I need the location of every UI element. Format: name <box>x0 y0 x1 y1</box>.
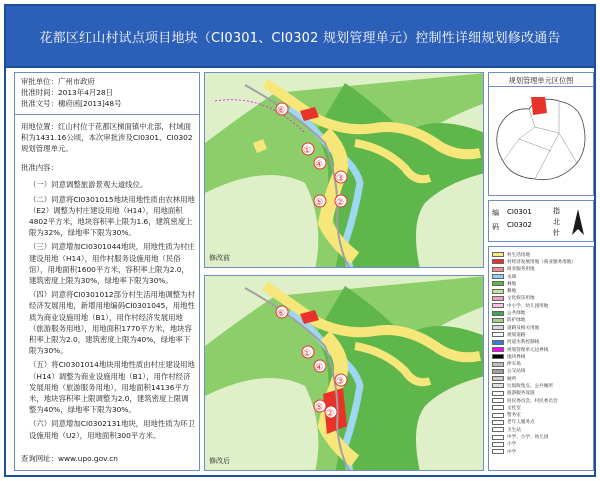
approval-info <box>15 73 199 115</box>
legend-item <box>492 448 590 455</box>
page-title: 花都区红山村试点项目地块（CI0301、CI0302 规划管理单元）控制性详细规划修改通告 <box>39 30 561 46</box>
legend-swatch <box>492 420 504 425</box>
legend-swatch <box>492 281 504 286</box>
marker-4[interactable]: ④ <box>315 363 324 373</box>
legend-swatch <box>492 354 504 359</box>
legend-swatch <box>492 405 504 410</box>
legend-label: 防护绿地 <box>507 318 526 324</box>
legend-label: 垃圾收集点、公共厕所 <box>507 383 553 389</box>
legend-item <box>492 353 590 360</box>
legend-item <box>492 360 590 367</box>
legend-label: 厕所 <box>507 376 517 382</box>
code-label: 编码 <box>492 209 499 231</box>
marker-6[interactable]: ⑥ <box>277 309 286 319</box>
approval-date: 批准时间：2013年4月28日 <box>21 88 114 98</box>
legend-item <box>492 295 590 302</box>
legend-label: 水域 <box>507 274 517 280</box>
legend-label: 道路及相关用地 <box>507 325 540 331</box>
legend-label: 卫生站 <box>507 427 521 433</box>
location-map-box <box>488 72 594 196</box>
legend-label: 地块界线 <box>507 354 526 360</box>
legend-label: 公共绿地 <box>507 311 526 317</box>
legend-swatch <box>492 259 504 264</box>
legend-item <box>492 280 590 287</box>
legend-swatch <box>492 442 504 447</box>
legend-item <box>492 390 590 397</box>
legend-swatch <box>492 383 504 388</box>
approval-doc-no: 批准文号：穗府函[2013]48号 <box>21 99 122 109</box>
marker-2[interactable]: ② <box>336 198 345 208</box>
legend-swatch <box>492 362 504 367</box>
legend-swatch <box>492 325 504 330</box>
legend-swatch <box>492 376 504 381</box>
legend-label: 规划道路 <box>507 332 526 338</box>
legend-item <box>492 287 590 294</box>
legend-label: 停车场 <box>507 362 521 368</box>
legend-label: 公交站场 <box>507 369 526 375</box>
marker-2[interactable]: ② <box>326 409 335 419</box>
legend-label: 耕地 <box>507 289 517 295</box>
title-bar <box>6 6 594 68</box>
location-map-title: 规划管理单元区位图 <box>489 73 593 87</box>
location-map <box>489 87 593 193</box>
legend-label: 村经济发展用地（商业服务用地） <box>507 259 576 265</box>
legend-item <box>492 346 590 353</box>
legend-swatch <box>492 303 504 308</box>
legend-item <box>492 433 590 440</box>
legend-label: 老年人服务点 <box>507 420 535 426</box>
land-info: 用地位置：红山村位于花都区梯面镇中北部，村域面积为1431.16公顷，本次审批涉及CI0301、CI0302规划管理单元。 <box>21 121 193 154</box>
legend-item <box>492 266 590 273</box>
marker-1[interactable]: ① <box>303 146 312 156</box>
map-before <box>205 73 484 268</box>
legend-label: 河道水系控制线 <box>507 340 540 346</box>
legend-item <box>492 368 590 375</box>
notice-body <box>15 115 199 441</box>
map-before-panel <box>204 72 484 268</box>
legend-swatch <box>492 289 504 294</box>
north-label: 指北针 <box>553 207 560 237</box>
legend-item <box>492 419 590 426</box>
legend-label: 居民委员会、村民委员会 <box>507 398 558 404</box>
code-values <box>507 206 532 232</box>
legend-item <box>492 317 590 324</box>
legend-swatch <box>492 274 504 279</box>
legend-label: 商业服务用地 <box>507 267 535 273</box>
right-column <box>488 72 594 471</box>
legend-swatch <box>492 427 504 432</box>
content-item-2: （二）同意将CI0301015地块用地性质由农林用地（E2）调整为村庄建设用地（H14），用地面积4802平方米，地块容积率上限为1.6，建筑密度上限为32%，绿地率下限为30%。 <box>29 194 195 238</box>
legend-item <box>492 382 590 389</box>
legend-swatch <box>492 449 504 454</box>
map-after <box>205 276 484 471</box>
legend-item <box>492 273 590 280</box>
content-item-6: （六）同意增加CI0302131地块，用地性质为环卫设施用地（U2），用地面积300平方米。 <box>29 419 195 440</box>
legend-item <box>492 309 590 316</box>
map-after-caption: 修改后 <box>209 457 230 465</box>
code-box <box>488 200 594 242</box>
legend-label: 文化室 <box>507 405 521 411</box>
marker-1[interactable]: ① <box>303 349 312 359</box>
legend-swatch <box>492 398 504 403</box>
map-area <box>204 72 484 471</box>
legend-swatch <box>492 413 504 418</box>
location-highlight <box>531 97 547 115</box>
text-panel <box>14 72 200 471</box>
legend-swatch <box>492 252 504 257</box>
legend-item <box>492 375 590 382</box>
marker-3[interactable]: ③ <box>336 174 345 184</box>
map-after-panel <box>204 275 484 471</box>
legend-item <box>492 404 590 411</box>
notice-frame <box>4 4 596 477</box>
legend-label: 小学 <box>507 442 517 448</box>
query-website[interactable]: 查询网址：www.upo.gov.cn <box>21 453 118 463</box>
legend-item <box>492 331 590 338</box>
legend-swatch <box>492 347 504 352</box>
code-1: CI0301 <box>507 208 532 216</box>
marker-6[interactable]: ⑥ <box>277 106 286 116</box>
marker-5[interactable]: ⑤ <box>315 403 324 413</box>
map-before-caption: 修改前 <box>209 254 230 262</box>
marker-3[interactable]: ③ <box>336 377 345 387</box>
legend-item <box>492 324 590 331</box>
legend-item <box>492 412 590 419</box>
legend-swatch <box>492 318 504 323</box>
content-item-3: （三）同意增加CI0301044地块，用地性质为村庄建设用地（H14），用作村服务设施用地（民俗馆），用地面积1600平方米，容积率上限为2.0，建筑密度上限为30%，绿地率下限为30%。 <box>29 242 195 286</box>
marker-5[interactable]: ⑤ <box>315 198 324 208</box>
marker-4[interactable]: ④ <box>315 160 324 170</box>
legend-item <box>492 251 590 258</box>
legend-item <box>492 441 590 448</box>
legend-swatch <box>492 435 504 440</box>
legend-label: 中学、小学、幼儿园 <box>507 435 549 441</box>
content-item-1: （一）同意调整旅游景观大道线位。 <box>29 180 148 190</box>
legend-swatch <box>492 332 504 337</box>
legend-label: 中学 <box>507 449 517 455</box>
legend-item <box>492 426 590 433</box>
code-2: CI0302 <box>507 221 532 229</box>
legend-label: 警务室 <box>507 413 521 419</box>
legend-swatch <box>492 311 504 316</box>
legend-label: 文化娱乐用地 <box>507 296 535 302</box>
legend-box <box>488 246 594 471</box>
content-heading: 批准内容： <box>21 163 58 173</box>
legend-swatch <box>492 369 504 374</box>
legend-label: 规划管理单元边界线 <box>507 347 549 353</box>
legend-label: 林地 <box>507 281 517 287</box>
legend-item <box>492 258 590 265</box>
legend-label: 旅游服务设施 <box>507 391 535 397</box>
approval-unit: 审批单位：广州市政府 <box>21 77 95 86</box>
content-item-4: （四）同意将CI0301012部分村生活用地调整为村经济发展用地，新增用地编码CI0301045，用地性质为商业设施用地（B1），用作村经济发展用地（旅游服务用地），用地面积1770平方米，地块容积率上限为2.0，建筑密度上限为40%，绿地率下限为30%。 <box>29 290 195 356</box>
north-arrow-icon <box>569 207 587 237</box>
legend-item <box>492 339 590 346</box>
legend-label: 村生活用地 <box>507 252 530 258</box>
legend-item <box>492 302 590 309</box>
legend-item <box>492 397 590 404</box>
legend-swatch <box>492 391 504 396</box>
content-item-5: （五）将CI0301014地块用地性质由村庄建设用地（H14）调整为商业设施用地（B1），用作村经济发展用地（旅游服务用地），用地面积14136平方米，地块容积率上限调整为2.0，建筑密度上限调整为40%，绿地率下限为30%。 <box>29 360 195 415</box>
legend-label: 中小学、幼儿园用地 <box>507 303 549 309</box>
legend-swatch <box>492 267 504 272</box>
legend-swatch <box>492 340 504 345</box>
legend-swatch <box>492 296 504 301</box>
